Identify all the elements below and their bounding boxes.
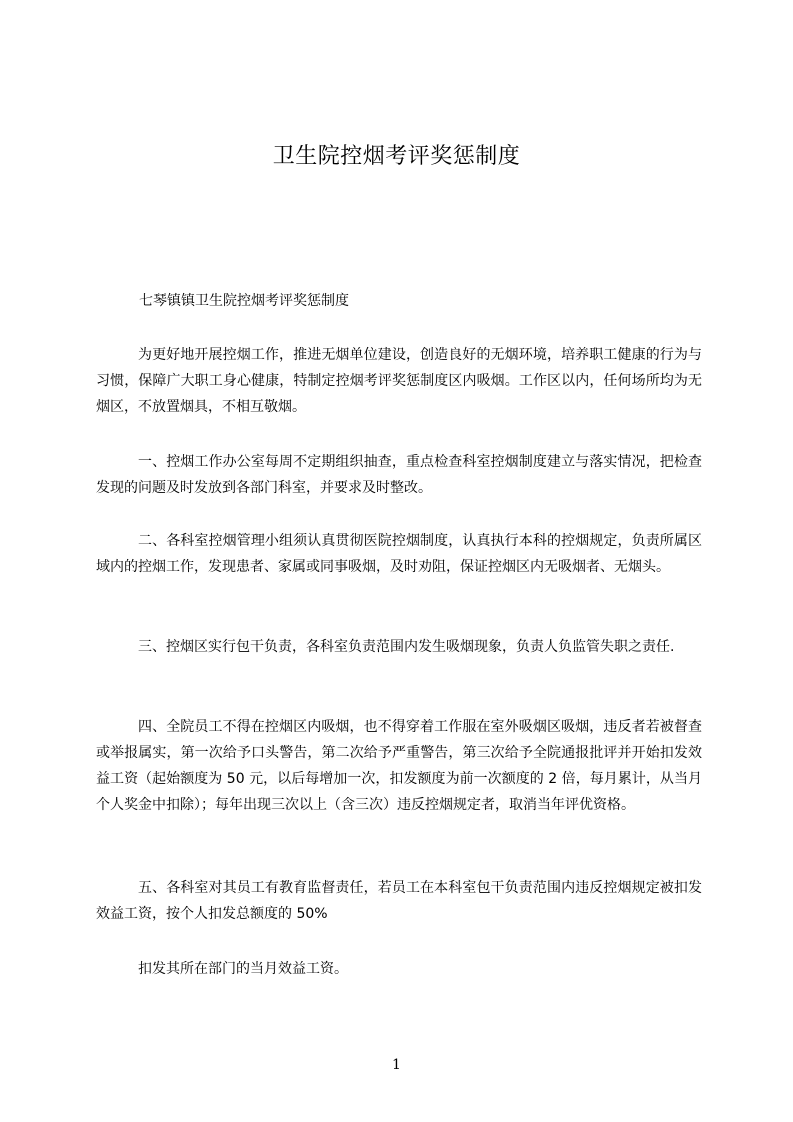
paragraph-article-2: 二、各科室控烟管理小组须认真贯彻医院控烟制度，认真执行本科的控烟规定，负责所属区域内的控烟工作，发现患者、家属或同事吸烟，及时劝阻，保证控烟区内无吸烟者、无烟头。 — [96, 533, 702, 575]
paragraph-article-5: 五、各科室对其员工有教育监督责任，若员工在本科室包干负责范围内违反控烟规定被扣发效益工资，按个人扣发总额度的 50% — [96, 880, 702, 922]
paragraph-article-3: 三、控烟区实行包干负责，各科室负责范围内发生吸烟现象，负责人负监管失职之责任. — [138, 639, 675, 655]
paragraph-intro: 为更好地开展控烟工作，推进无烟单位建设，创造良好的无烟环境，培养职工健康的行为与习惯，保障广大职工身心健康，特制定控烟考评奖惩制度区内吸烟。工作区以内，任何场所均为无烟区，不放置烟具，不相互敬烟。 — [96, 347, 702, 415]
paragraph-article-1: 一、控烟工作办公室每周不定期组织抽查，重点检查科室控烟制度建立与落实情况，把检查发现的问题及时发放到各部门科室，并要求及时整改。 — [96, 454, 702, 496]
document-title: 卫生院控烟考评奖惩制度 — [272, 144, 521, 169]
paragraph-article-5-continued: 扣发其所在部门的当月效益工资。 — [138, 961, 348, 977]
document-subtitle: 七琴镇镇卫生院控烟考评奖惩制度 — [139, 293, 349, 309]
paragraph-article-4: 四、全院员工不得在控烟区内吸烟，也不得穿着工作服在室外吸烟区吸烟，违反者若被督查或举报属实，第一次给予口头警告，第二次给予严重警告，第三次给予全院通报批评并开始扣发效益工资（起始额度为 50 元，以后每增加一次，扣发额度为前一次额度的 2 倍，每月累计，从当月个人奖金中扣除）；每年出现三次以上（含三次）违反控烟规定者，取消当年评优资格。 — [96, 719, 702, 813]
page-number: 1 — [392, 1057, 401, 1073]
